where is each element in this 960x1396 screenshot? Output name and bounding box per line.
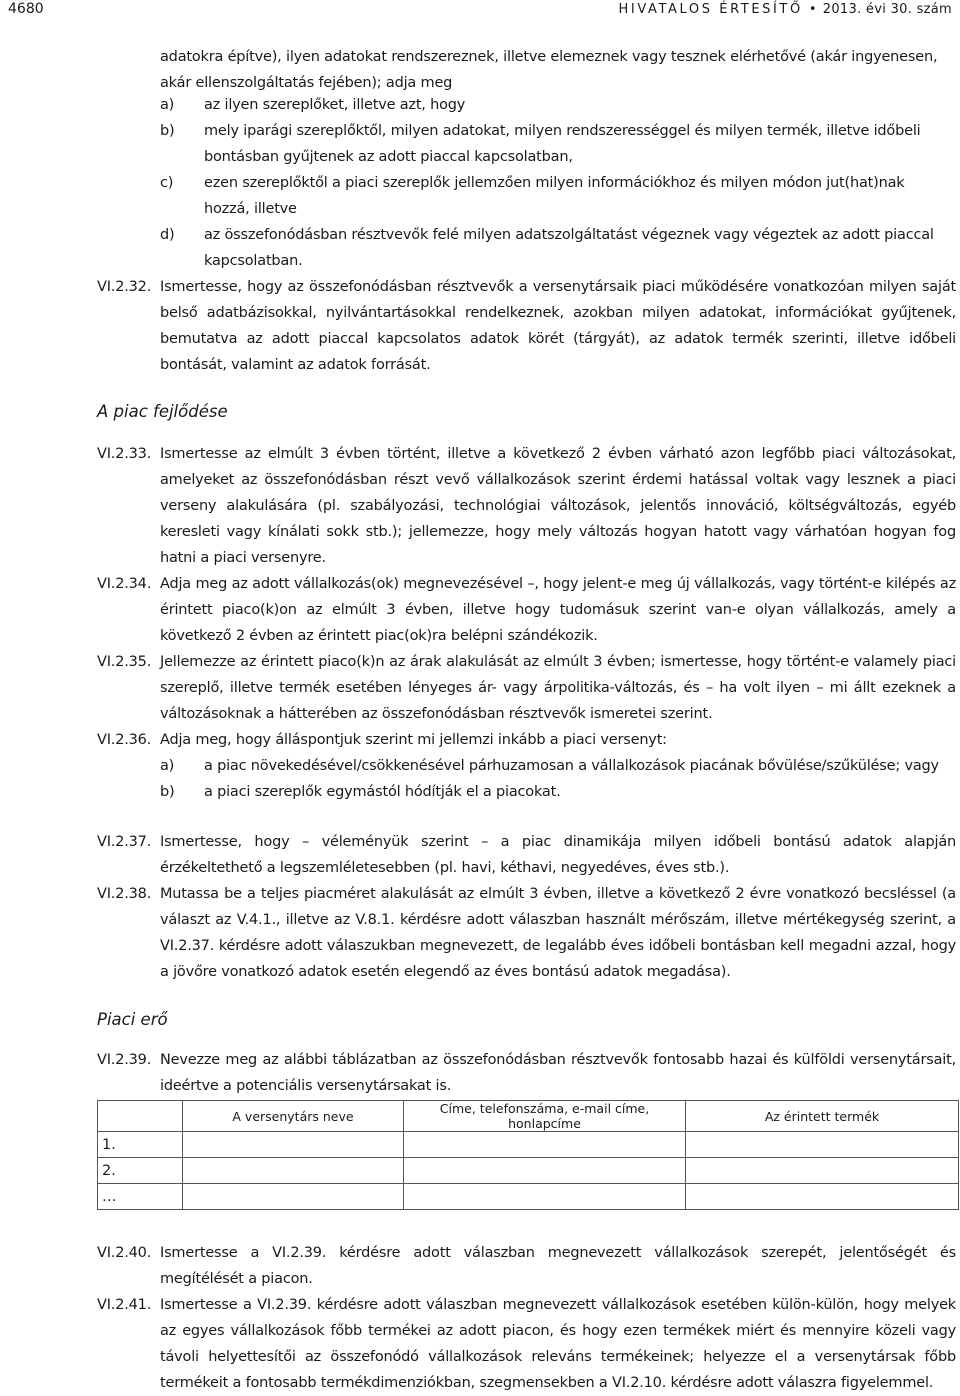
list-item [160,222,956,274]
table-cell[interactable] [404,1158,686,1184]
option-label: a) [160,758,175,774]
paragraph-vi-2-38 [97,881,956,985]
option-item [160,753,956,779]
page-number: 4680 [8,1,44,17]
section-heading: Piaci erő [97,1010,168,1029]
paragraph-text: Adja meg az adott vállalkozás(ok) megnevezésével –, hogy jelent-e meg új vállalkozás, vagy történt-e kilépés az érintett piaco(k)on az elmúlt 3 évben, illetve hogy tudomásuk szerint van-e olyan vállalkozás, amely a következő 2 évben az érintett piac(ok)ra belépni szándékozik. [160,576,956,644]
paragraph-text: Ismertesse a VI.2.39. kérdésre adott válaszban megnevezett vállalkozások szerepét, jelentőségét és megítélését a piacon. [160,1245,956,1287]
paragraph-text: Ismertesse az elmúlt 3 évben történt, illetve a következő 2 évben várható azon legfőbb piaci változásokat, amelyeket az összefonódásban részt vevő vállalkozások szerint érdemi hatással voltak vagy lesznek a piaci verseny alakulására (pl. szabályozási, technológiai változások, jelentős innováció, költségváltozás, egyéb keresleti vagy kínálati sokk stb.); jellemezze, hogy mely változás hogyan hatott vagy várhatóan hogyan fog hatni a piaci versenyre. [160,446,956,566]
option-text: a piaci szereplők egymástól hódítják el a piacokat. [204,784,561,800]
paragraph-vi-2-39 [97,1047,956,1099]
table-cell[interactable] [686,1158,959,1184]
table-row [98,1184,959,1210]
paragraph-text: Nevezze meg az alábbi táblázatban az összefonódásban résztvevők fontosabb hazai és külföldi versenytársait, ideértve a potenciális versenytársakat is. [160,1052,956,1094]
table-cell[interactable] [404,1132,686,1158]
paragraph-text: Ismertesse, hogy – véleményük szerint – a piac dinamikája milyen időbeli bontású adatok alapján érzékeltethető a legszemléletesebben (pl. havi, kéthavi, negyedéves, éves stb.). [160,834,956,876]
paragraph-vi-2-36 [97,727,956,805]
issue-label: 2013. évi 30. szám [822,2,952,17]
table-cell[interactable] [183,1184,404,1210]
list-item [160,92,956,118]
paragraph-text: Adja meg, hogy álláspontjuk szerint mi jellemzi inkább a piaci versenyt: [160,732,667,748]
paragraph-number: VI.2.39. [97,1052,152,1068]
running-title [619,2,952,17]
item-label: d) [160,227,175,243]
paragraph-vi-2-40 [97,1240,956,1292]
option-text: a piac növekedésével/csökkenésével párhuzamosan a vállalkozások piacának bővülése/szűkülése; vagy [204,758,939,774]
table-cell[interactable] [404,1184,686,1210]
table-row [98,1132,959,1158]
table-row [98,1158,959,1184]
table-cell[interactable] [686,1184,959,1210]
list-item [160,170,956,222]
item-line: az ilyen szereplőket, illetve azt, hogy [204,97,466,113]
table-cell[interactable] [183,1158,404,1184]
paragraph-vi-2-34 [97,571,956,649]
paragraph-number: VI.2.36. [97,732,152,748]
item-line: kapcsolatban. [204,253,303,269]
paragraph-vi-2-41 [97,1292,956,1396]
list-item [160,118,956,170]
paragraph-text: Ismertesse, hogy az összefonódásban résztvevők a versenytársaik piaci működésére vonatkozóan milyen saját belső adatbázisokkal, nyilvántartásokkal rendelkeznek, azokban milyen adatokat, információkat gyűjtenek, bemutatva az adott piaccal kapcsolatos adatok körét (tárgyát), az adatok termék szerinti, illetve időbeli bontását, valamint az adatok forrását. [160,279,956,373]
option-label: b) [160,784,175,800]
item-label: b) [160,123,175,139]
table-header-cell: Címe, telefonszáma, e-mail címe, honlapcíme [404,1101,686,1132]
table-header-cell [98,1101,183,1132]
continuation-text [160,44,956,96]
item-text [204,92,956,118]
section-heading: A piac fejlődése [97,402,228,421]
paragraph-number: VI.2.40. [97,1245,152,1261]
item-line: ezen szereplőktől a piaci szereplők jellemzően milyen információkhoz és milyen módon jut(hat)nak [204,175,905,191]
paragraph-body [160,727,956,805]
paragraph-number: VI.2.38. [97,886,152,902]
continuation-line: adatokra építve), ilyen adatokat rendszereznek, illetve elemeznek vagy tesznek elérhetővé (akár ingyenesen, [160,49,938,65]
table-cell[interactable] [686,1132,959,1158]
item-text [204,222,956,274]
item-label: c) [160,175,174,191]
continuation-line: akár ellenszolgáltatás fejében); adja meg [160,75,453,91]
paragraph-text: Mutassa be a teljes piacméret alakulását az elmúlt 3 évben, illetve a következő 2 évre vonatkozó becsléssel (a választ az V.4.1., illetve az V.8.1. kérdésre adott válaszban használt mérőszám, illetve mértékegység szerint, a VI.2.37. kérdésre adott válaszukban megnevezett, de legalább éves időbeli bontásban kell megadni azzal, hogy a jövőre vonatkozó adatok esetén elegendő az éves bontású adatok megadása). [160,886,956,980]
paragraph-number: VI.2.37. [97,834,152,850]
paragraph-vi-2-35 [97,649,956,727]
separator-dot: • [808,2,817,17]
paragraph-number: VI.2.35. [97,654,152,670]
page-header [0,0,960,24]
paragraph-text: Ismertesse a VI.2.39. kérdésre adott válaszban megnevezett vállalkozások esetében külön-külön, hogy melyek az egyes vállalkozások főbb termékei az adott piacon, és hogy ezen termékek miért és mennyire közeli vagy távoli helyettesítői az összefonódó vállalkozások releváns termékeinek; helyezze el a versenytársak főbb termékeit a fontosabb termékdimenziókban, szegmensekben a VI.2.10. kérdésre adott válaszra figyelemmel. [160,1297,956,1391]
table-header-cell: Az érintett termék [686,1101,959,1132]
paragraph-number: VI.2.41. [97,1297,152,1313]
item-text [204,170,956,222]
publication-name: HIVATALOS ÉRTESÍTŐ [618,2,803,17]
item-line: hozzá, illetve [204,201,297,217]
competitors-table [97,1100,959,1210]
paragraph-vi-2-37 [97,829,956,881]
table-cell[interactable] [183,1132,404,1158]
paragraph-text: Jellemezze az érintett piaco(k)n az árak alakulását az elmúlt 3 évben; ismertesse, hogy történt-e valamely piaci szereplő, illetve termék esetében lényeges ár- vagy árpolitika-változás, és – ha volt ilyen – mi állt ezeknek a változásoknak a hátterében az összefonódásban résztvevők ismeretei szerint. [160,654,956,722]
row-index: … [98,1184,183,1210]
item-line: az összefonódásban résztvevők felé milyen adatszolgáltatást végeznek vagy végeztek az adott piaccal [204,227,934,243]
paragraph-number: VI.2.32. [97,279,152,295]
paragraph-number: VI.2.33. [97,446,152,462]
row-index: 1. [98,1132,183,1158]
table-header-row [98,1101,959,1132]
table-header-cell: A versenytárs neve [183,1101,404,1132]
row-index: 2. [98,1158,183,1184]
paragraph-vi-2-33 [97,441,956,571]
item-line: mely iparági szereplőktől, milyen adatokat, milyen rendszerességgel és milyen termék, illetve időbeli [204,123,921,139]
paragraph-number: VI.2.34. [97,576,152,592]
item-label: a) [160,97,175,113]
item-line: bontásban gyűjtenek az adott piaccal kapcsolatban, [204,149,573,165]
option-item [160,779,956,805]
paragraph-vi-2-32 [97,274,956,378]
item-text [204,118,956,170]
sublist [160,92,956,274]
